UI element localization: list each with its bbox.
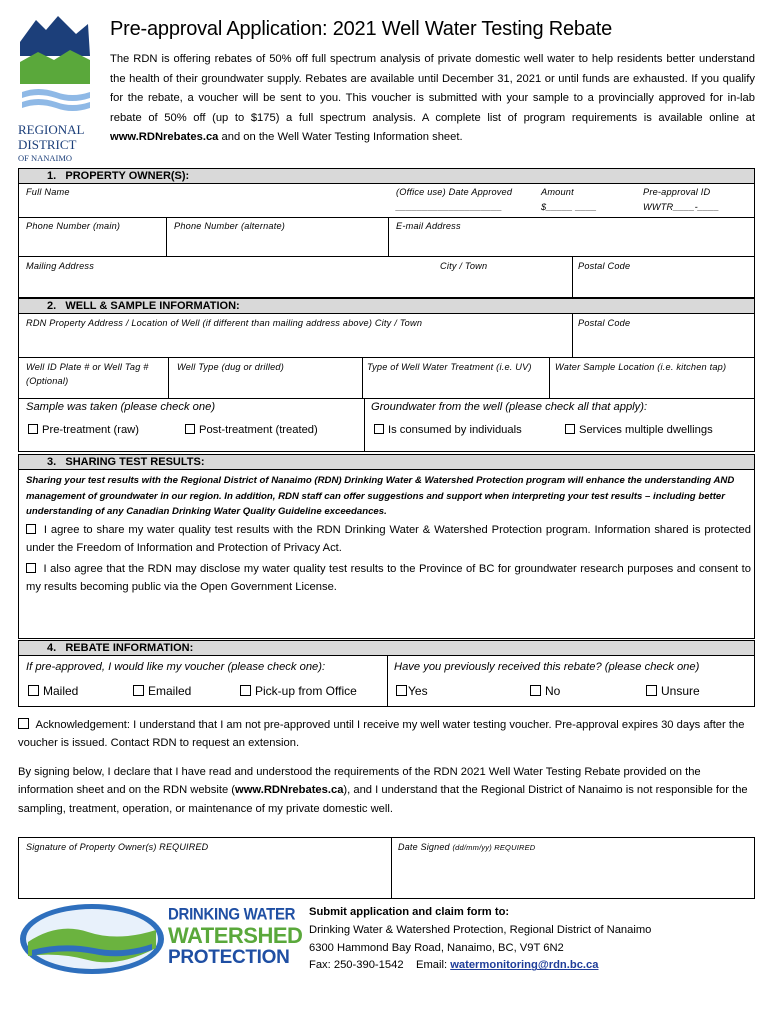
section-3-header (18, 454, 755, 470)
declaration-text-1: By signing below, I declare that I have read and understood the requirements of the RDN 2021 Well Water Testing Rebate provided on the information sheet and on the RDN website ( (18, 766, 701, 797)
declaration-paragraph (18, 763, 755, 818)
checkbox-icon[interactable] (646, 685, 657, 696)
dwwp-line-1: DRINKING WATER (168, 905, 296, 924)
pickup-label: Pick-up from Office (255, 684, 357, 698)
intro-text-2: and on the Well Water Testing Information sheet. (218, 131, 463, 144)
agree-share-option[interactable] (26, 521, 751, 558)
groundwater-label: Groundwater from the well (please check all that apply): (371, 401, 648, 413)
rdn-logo (18, 14, 92, 163)
pre-treatment-label: Pre-treatment (raw) (42, 424, 139, 436)
agree-disclose-label: I also agree that the RDN may disclose my water quality test results to the Province of BC for groundwater research purposes and consent to my results becoming public via the Open Government License. (26, 563, 752, 594)
post-treatment-option[interactable] (185, 424, 318, 436)
agree-disclose-option[interactable] (26, 560, 751, 597)
treatment-label: Type of Well Water Treatment (i.e. UV) (367, 362, 532, 372)
preapproval-id-label: Pre-approval ID (643, 187, 711, 197)
date-signed-text: Date Signed (398, 842, 450, 852)
sample-location-label: Water Sample Location (i.e. kitchen tap) (555, 362, 727, 372)
post-treatment-label: Post-treatment (treated) (199, 424, 318, 436)
checkbox-icon[interactable] (28, 685, 39, 696)
logo-line-3: OF NANAIMO (18, 153, 73, 163)
page-title: Pre-approval Application: 2021 Well Water Testing Rebate (110, 18, 613, 40)
submit-org: Drinking Water & Watershed Protection, Regional District of Nanaimo (309, 923, 652, 936)
date-signed-label (398, 842, 535, 852)
section-4-title: REBATE INFORMATION: (65, 642, 194, 654)
section-1-num: 1. (47, 170, 57, 182)
acknowledgement-option[interactable] (18, 716, 755, 753)
consumed-option[interactable] (374, 424, 522, 436)
checkbox-icon[interactable] (374, 424, 384, 434)
emailed-label: Emailed (148, 684, 192, 698)
city-label: City / Town (440, 261, 488, 271)
consumed-label: Is consumed by individuals (388, 424, 522, 436)
declaration-link[interactable]: www.RDNrebates.ca (235, 784, 344, 797)
rdn-logo-mark-icon (18, 14, 92, 114)
checkbox-icon[interactable] (26, 563, 36, 573)
pre-treatment-option[interactable] (28, 424, 139, 436)
mailing-address-label: Mailing Address (26, 261, 95, 271)
checkbox-icon[interactable] (26, 524, 36, 534)
checkbox-icon[interactable] (530, 685, 541, 696)
amount-label: Amount (541, 187, 574, 197)
property-postal-label: Postal Code (578, 318, 631, 328)
well-id-label: Well ID Plate # or Well Tag # (26, 362, 149, 372)
yes-label: Yes (408, 684, 428, 698)
phone-main-label: Phone Number (main) (26, 221, 121, 231)
no-label: No (545, 684, 561, 698)
voucher-question: If pre-approved, I would like my voucher (please check one): (26, 661, 326, 673)
phone-alt-label: Phone Number (alternate) (174, 221, 286, 231)
yes-option[interactable] (396, 684, 428, 698)
intro-paragraph (110, 50, 755, 148)
preapproval-id-line: WWTR____-____ (643, 202, 720, 212)
dwwp-line-2: WATERSHED (168, 923, 303, 948)
submit-contact (309, 957, 651, 975)
checkbox-icon[interactable] (28, 424, 38, 434)
date-format-text: (dd/mm/yy) REQUIRED (452, 843, 536, 852)
submit-info (309, 904, 651, 975)
submit-heading: Submit application and claim form to: (309, 906, 510, 918)
sharing-statement: Sharing your test results with the Regional District of Nanaimo (RDN) Drinking Water & Watershed Protection program will enhance the understanding AND management of groundwater in our region. In addition, RDN staff can offer suggestions and support when interpreting your test results – including better understanding of any Canadian Drinking Water Quality Guideline exceedances. (26, 475, 735, 517)
full-name-label: Full Name (26, 187, 70, 197)
well-type-label: Well Type (dug or drilled) (177, 362, 284, 372)
section-3-num: 3. (47, 456, 57, 468)
section-2-header (18, 298, 755, 314)
mailing-address-field[interactable] (18, 256, 573, 298)
signature-label: Signature of Property Owner(s) REQUIRED (26, 842, 209, 852)
checkbox-icon[interactable] (18, 718, 29, 729)
sample-taken-label: Sample was taken (please check one) (26, 401, 216, 413)
checkbox-icon[interactable] (396, 685, 407, 696)
previous-rebate-question: Have you previously received this rebate? (please check one) (394, 661, 700, 673)
office-use-label: (Office use) Date Approved (396, 187, 513, 197)
checkbox-icon[interactable] (133, 685, 144, 696)
email-label: E-mail Address (396, 221, 461, 231)
property-address-label: RDN Property Address / Location of Well (if different than mailing address above) City / Town (26, 318, 423, 328)
section-2-num: 2. (47, 300, 57, 312)
postal-code-label: Postal Code (578, 261, 631, 271)
section-1-header (18, 168, 755, 184)
office-use-line: ____________________ (396, 202, 503, 212)
section-2-title: WELL & SAMPLE INFORMATION: (65, 300, 240, 312)
mailed-label: Mailed (43, 684, 79, 698)
intro-text-1: The RDN is offering rebates of 50% off full spectrum analysis of private domestic well water to help residents better understand the health of their groundwater supply. Rebates are available until December 31, 2021 or until funds are exhausted. If you qualify for the rebate, a voucher will be sent to you. This voucher is submitted with your sample to a provincially approved for in-lab rebate of 50% off (up to $175) a full spectrum analysis. A complete list of program requirements is available online at (110, 53, 755, 124)
checkbox-icon[interactable] (565, 424, 575, 434)
watershed-logo-icon (18, 902, 166, 976)
submit-email-link[interactable]: watermonitoring@rdn.bc.ca (450, 959, 599, 972)
pickup-option[interactable] (240, 684, 357, 698)
amount-line: $_____ ____ (541, 202, 597, 212)
submit-address: 6300 Hammond Bay Road, Nanaimo, BC, V9T 6N2 (309, 941, 564, 954)
section-4-num: 4. (47, 642, 57, 654)
declaration-text-2: ), and I understand that the Regional District of Nanaimo is not responsible for the sampling, treatment, operation, or maintenance of my private domestic well. (18, 784, 748, 815)
emailed-option[interactable] (133, 684, 191, 698)
logo-line-1: REGIONAL (18, 122, 85, 137)
logo-line-2: DISTRICT (18, 137, 77, 152)
section-3-title: SHARING TEST RESULTS: (65, 456, 205, 468)
section-1-title: PROPERTY OWNER(S): (65, 170, 190, 182)
dwwp-line-3: PROTECTION (168, 947, 290, 968)
acknowledgement-text: Acknowledgement: I understand that I am not pre-approved until I receive my well water testing voucher. Pre-approval expires 30 days after the voucher is issued. Contact RDN to request an extension. (18, 719, 745, 750)
section-4-header (18, 640, 755, 656)
checkbox-icon[interactable] (185, 424, 195, 434)
unsure-label: Unsure (661, 684, 700, 698)
agree-share-label: I agree to share my water quality test results with the RDN Drinking Water & Watershed Protection program. Information shared is protected under the Freedom of Information and Protection of Privacy Act. (26, 524, 751, 555)
mailed-option[interactable] (28, 684, 78, 698)
submit-email-label: Email: (415, 959, 451, 972)
submit-fax: Fax: 250-390-1542 (309, 959, 404, 972)
checkbox-icon[interactable] (240, 685, 251, 696)
services-label: Services multiple dwellings (579, 424, 713, 436)
unsure-option[interactable] (646, 684, 700, 698)
no-option[interactable] (530, 684, 560, 698)
dwwp-logo (18, 902, 303, 977)
well-id-optional: (Optional) (26, 376, 69, 386)
intro-link[interactable]: www.RDNrebates.ca (110, 131, 219, 144)
services-option[interactable] (565, 424, 713, 436)
